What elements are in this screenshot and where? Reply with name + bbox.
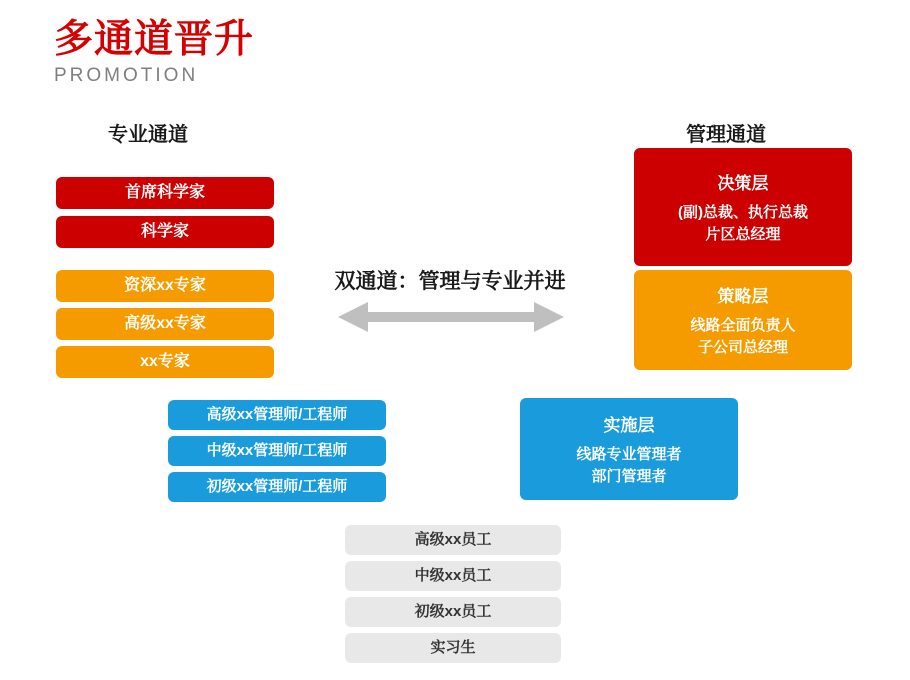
management-level-decision-line-2: 片区总经理 [705,225,781,243]
professional-level-junior-manager-engineer: 初级xx管理师/工程师 [168,472,386,502]
management-level-execution [520,398,738,500]
management-level-execution-title: 实施层 [603,415,655,435]
professional-level-expert: xx专家 [56,346,274,378]
management-level-execution-line-1: 线路专业管理者 [576,445,682,463]
professional-level-senior-manager-engineer: 高级xx管理师/工程师 [168,400,386,430]
base-level-mid-staff: 中级xx员工 [345,561,561,591]
professional-level-mid-manager-engineer: 中级xx管理师/工程师 [168,436,386,466]
professional-column-heading: 专业通道 [108,124,188,146]
title-block [54,18,254,87]
professional-level-scientist: 科学家 [56,216,274,248]
base-level-senior-staff: 高级xx员工 [345,525,561,555]
base-level-intern: 实习生 [345,633,561,663]
double-arrow-icon [338,300,564,334]
management-column-heading: 管理通道 [686,124,766,146]
management-level-execution-line-2: 部门管理者 [591,467,667,485]
management-level-decision [634,148,852,266]
page-title: 多通道晋升 [54,18,255,61]
management-level-strategy-line-2: 子公司总经理 [697,338,788,356]
page-subtitle: PROMOTION [54,64,199,86]
management-level-decision-line-1: (副)总裁、执行总裁 [678,203,808,221]
management-level-decision-title: 决策层 [717,173,769,193]
management-level-strategy-title: 策略层 [717,286,769,306]
professional-level-chief-scientist: 首席科学家 [56,177,274,209]
management-level-strategy [634,270,852,370]
professional-level-advanced-expert: 高级xx专家 [56,308,274,340]
base-level-junior-staff: 初级xx员工 [345,597,561,627]
center-caption: 双通道：管理与专业并进 [334,270,566,293]
management-level-strategy-line-1: 线路全面负责人 [690,316,796,334]
professional-level-senior-expert: 资深xx专家 [56,270,274,302]
